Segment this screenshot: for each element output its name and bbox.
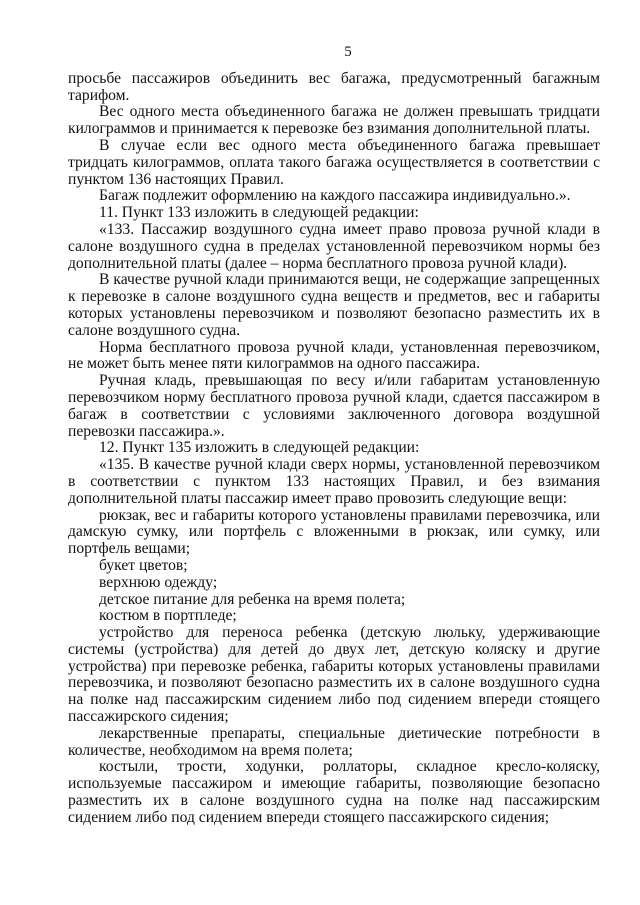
paragraph: Норма бесплатного провоза ручной клади, установленная перевозчиком, не может быть менее пяти килограммов на одного пассажира.	[68, 338, 600, 373]
paragraph: Вес одного места объединенного багажа не должен превышать тридцати килограммов и принимается к перевозке без взимания дополнительной платы.	[68, 103, 600, 138]
list-item: верхнюю одежду;	[99, 573, 218, 591]
list-item: рюкзак, вес и габариты которого установлены правилами перевозчика, или дамскую сумку, или портфель с вложенными в рюкзак, или сумку, или портфель вещами;	[68, 506, 600, 558]
list-item: лекарственные препараты, специальные диетические потребности в количестве, необходимом на время полета;	[68, 724, 600, 759]
list-item: костыли, трости, ходунки, роллаторы, складное кресло-коляску, используемые пассажиром и имеющие габариты, позволяющие безопасно разместить их в салоне воздушного судна на полке над пассажирским сидением либо под сидением впереди стоящего пассажирского сидения;	[68, 758, 600, 826]
list-item: детское питание для ребенка на время полета;	[99, 590, 406, 608]
list-item: костюм в портпледе;	[99, 607, 237, 625]
list-item: устройство для переноса ребенка (детскую люльку, удерживающие системы (устройства) для детей до двух лет, детскую коляску и другие устройства) при перевозке ребенка, габариты которых установлены правилами перевозчика, и позволяют безопасно разместить их в салоне воздушного судна на полке над пассажирским сидением либо под сидением впереди стоящего пассажирского сидения;	[68, 624, 600, 726]
paragraph-continuation: просьбе пассажиров объединить вес багажа, предусмотренный багажным тарифом.	[68, 69, 600, 104]
paragraph: Багаж подлежит оформлению на каждого пассажира индивидуально.».	[99, 187, 571, 205]
paragraph-item-heading: 12. Пункт 135 изложить в следующей редакции:	[99, 439, 420, 457]
paragraph: «135. В качестве ручной клади сверх нормы, установленной перевозчиком в соответствии с пунктом 133 настоящих Правил, и без взимания дополнительной платы пассажир имеет право провозить следующие вещи:	[68, 456, 600, 507]
paragraph-item-heading: 11. Пункт 133 изложить в следующей редакции:	[99, 204, 419, 222]
paragraph: Ручная кладь, превышающая по весу и/или габаритам установленную перевозчиком норму бесплатного провоза ручной клади, сдается пассажиром в багаж в соответствии с условиями заключенного договора воздушной перевозки пассажира.».	[68, 372, 600, 440]
paragraph: В качестве ручной клади принимаются вещи, не содержащие запрещенных к перевозке в салоне воздушного судна веществ и предметов, вес и габариты которых установлены перевозчиком и позволяют безопасно разместить их в салоне воздушного судна.	[68, 271, 600, 339]
paragraph: В случае если вес одного места объединенного багажа превышает тридцать килограммов, оплата такого багажа осуществляется в соответствии с пунктом 136 настоящих Правил.	[68, 136, 600, 188]
page-number: 5	[344, 44, 352, 60]
paragraph: «133. Пассажир воздушного судна имеет право провоза ручной клади в салоне воздушного судна в пределах установленной перевозчиком нормы без дополнительной платы (далее – норма бесплатного провоза ручной клади).	[68, 220, 600, 272]
list-item: букет цветов;	[99, 556, 188, 574]
